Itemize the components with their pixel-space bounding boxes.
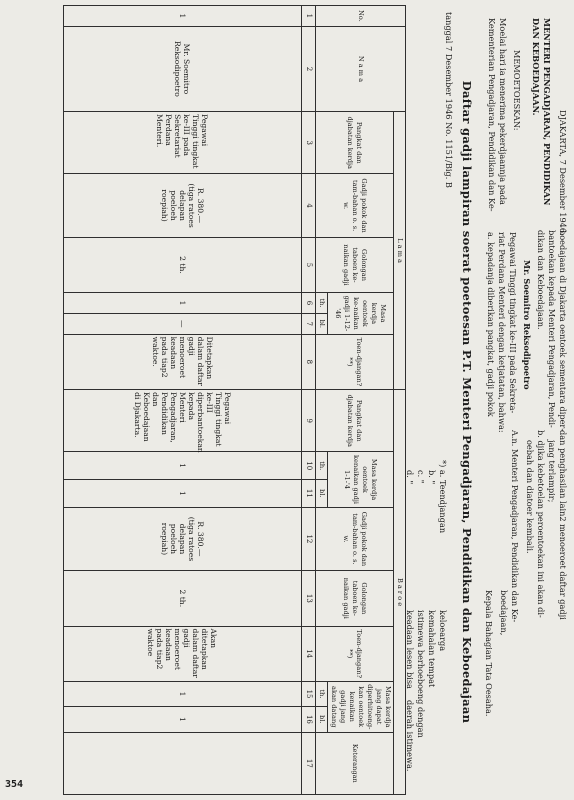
cell-no: 1 (64, 6, 302, 27)
col-number: 14 (302, 626, 316, 681)
letter-right-line-3: dikan dan Keboedajaan. (536, 230, 546, 330)
footnote-a-text: keloearga (438, 610, 448, 652)
signature-line-3: Kepala Bahagian Tata Oesaha. (484, 590, 494, 717)
col-number: 5 (302, 237, 316, 292)
cell-th-baroe: 1 (64, 452, 302, 480)
col-number: 8 (302, 334, 316, 389)
col-number: 6 (302, 293, 316, 314)
header-bl-lama: bl. (316, 313, 328, 334)
header-th-lama: th. (316, 293, 328, 314)
letter-right2-line-6: b. djika kebetoelan peroentoekan ini akan di- (536, 430, 546, 618)
header-masa-kerdja-baroe: Masa kerdja oentoek kenaikan gadji 1-1-'4 (328, 452, 394, 507)
cell-golongan-lama: 2 th. (64, 237, 302, 292)
gadji-lama-words: (tiga ratoes delapan poeloeh roepiah) (160, 183, 196, 228)
letter-right-line-1: boedajaan di Djakarta oentoek sementara diper- (558, 230, 568, 432)
cell-th-lama: 1 (64, 293, 302, 314)
cell-gadji-baroe (64, 507, 302, 570)
header-row (328, 6, 394, 795)
letter-place-date: DJAKARTA, 7 Desember 1946. (558, 110, 568, 236)
column-number-row (302, 6, 316, 795)
col-number: 2 (302, 26, 316, 111)
cell-pangkat-baroe: Pegawai Tinggi tingkat ke-III diperbantoekan kepada Menteri Pengadjaran, Pendidikan dan Keboedajaan di Djakarta. (64, 390, 302, 452)
header-toendjangan-lama: Toen-djangan? **) (316, 334, 394, 389)
header-pangkat-lama: Pangkat dan djabatan kerdja (316, 112, 394, 174)
letter-left-line-2: Kementerian Pengadjaran, Pendidikan dan Ke- (487, 18, 497, 212)
cell-keterangan (64, 732, 302, 794)
header-golongan-lama: Golongan taboen ke-naikan gadji (316, 237, 394, 292)
gadji-lama-amount: R. 380.— (196, 188, 205, 224)
col-number: 15 (302, 681, 316, 706)
footnote-b-text: kemahalan tempat (427, 610, 437, 688)
cell-bl-baroe: 1 (64, 480, 302, 508)
header-gadji-baroe: Gadji pokok dan tam-bahan o. s. w. (316, 507, 394, 570)
footnote-b: b. " (427, 470, 437, 485)
signature-line-1: A.n. Menteri Pengadjaran, Pendidikan dan Ke- (510, 430, 520, 623)
footnote-d-text: keadaan lesen bisa (405, 610, 415, 689)
header-pangkat-baroe: Pangkat dan djabatan kerdja (316, 390, 394, 452)
cell-nama: Mr. Soemitro Reksodipoetro (64, 26, 302, 111)
document-title: Daftar gadji lampiran soerat poetoesan P.T. Menteri Pengadjaran, Pendidikan dan Keboedajaan (460, 80, 474, 724)
col-number: 1 (302, 6, 316, 27)
header-keterangan: Keterangan (316, 732, 394, 794)
document-subtitle: tanggal 7 Desember 1946 No. 1151/Big. B (444, 12, 454, 188)
footnote-e-text: daerah istimewa. (405, 700, 415, 772)
group-header-baroe: B a r o e (394, 390, 406, 795)
salary-table (63, 5, 406, 795)
cell-toendjangan-lama: Ditetapkan dalam daftar gadji menoeroet keadaan pada tiap2 waktoe. (64, 334, 302, 389)
header-golongan-baroe: Golongan taboen ke-naikan gadji (316, 571, 394, 626)
group-header-row (394, 6, 406, 795)
letter-right2-line-4: dan penghasilan lain2 menoeroet daftar gadji (558, 430, 568, 620)
cell-golongan-baroe: 2 th. (64, 571, 302, 626)
header-gadji-lama: Gadji pokok dan tam-bahan o. s. w. (316, 174, 394, 237)
footnote-a: *) a. Teendjangan (438, 460, 448, 534)
group-header-lama: L a m a (394, 112, 406, 390)
footnote-c: c. " (416, 470, 426, 484)
cell-16: 1 (64, 707, 302, 732)
header-bl-dapat: bl. (316, 707, 328, 732)
col-number: 13 (302, 571, 316, 626)
letter-right2-line-3: a. kepadanja diberikan pangkat, gadji pokok (486, 232, 496, 417)
letter-name-line: Mr. Soemitro Reksodipoetro (522, 260, 532, 390)
col-number: 12 (302, 507, 316, 570)
col-number: 3 (302, 112, 316, 174)
signature-line-2: boedajaan, (499, 590, 509, 636)
header-toendjangan-baroe: Toen-djangan? **) (316, 626, 394, 681)
col-number: 9 (302, 390, 316, 452)
letter-memoetoeskan: MEMOETOESKAN: (512, 50, 522, 131)
cell-bl-lama: — (64, 313, 302, 334)
header-th-baroe: th. (316, 452, 328, 480)
col-number: 17 (302, 732, 316, 794)
letter-left-line-1: Moelai hari ia menerima pekerdjaannja pada (498, 18, 508, 205)
header-th-dapat: th. (316, 681, 328, 706)
header-bl-baroe: bl. (316, 480, 328, 508)
letter-right2-line-7: oebah dan diatoer kembali. (525, 440, 535, 554)
header-masa-dapat: Masa kerdja jang dapat diperhitoeng-kan oentoek kenaikan gadji jang akan datang (328, 681, 394, 732)
header-no: No. (316, 6, 406, 27)
col-number: 16 (302, 707, 316, 732)
header-nama: N a m a (316, 26, 406, 111)
footnote-d: d. " (405, 470, 415, 485)
col-number: 7 (302, 313, 316, 334)
cell-gadji-lama (64, 174, 302, 237)
cell-15: 1 (64, 681, 302, 706)
letter-header-1: MENTERI PENGADJARAN, PENDIDIKAN (542, 18, 552, 206)
header-masa-kerdja-lama: Masa kerdja oentoek ke-naikan gadji 1-12-'46 (328, 293, 394, 335)
gadji-baroe-amount: R. 380.— (196, 521, 205, 557)
cell-toendjangan-baroe: Akan ditetapkan dalam daftar gadji menoeroet keadaan pada tiap2 waktoe (64, 626, 302, 681)
letter-header-2: DAN KEBOEDAJAAN. (531, 18, 541, 116)
letter-right2-line-2: riat Perdana Menteri dengan ketjatatan, bahwa: (497, 232, 507, 433)
letter-right2-line-5: jang terlampir; (547, 440, 557, 503)
cell-pangkat-lama: Pegawai Tinggi tingkat ke-III pada Sekretariat Perdana Menteri. (64, 112, 302, 174)
col-number: 10 (302, 452, 316, 480)
col-number: 4 (302, 174, 316, 237)
table-row (64, 6, 302, 795)
page-number: 354 (5, 779, 24, 790)
gadji-baroe-words: (tiga ratoes delapan poeloeh roepiah) (160, 516, 196, 562)
footnote-c-text: istimewa berhoeboeng dengan (416, 610, 426, 738)
letter-right-line-2: bantoekan kepada Menteri Pengadjaran, Pendi- (547, 230, 557, 428)
col-number: 11 (302, 480, 316, 508)
letter-right2-line-1: Pegawai Tinggi tingkat ke-III pada Sekreta- (508, 232, 518, 414)
